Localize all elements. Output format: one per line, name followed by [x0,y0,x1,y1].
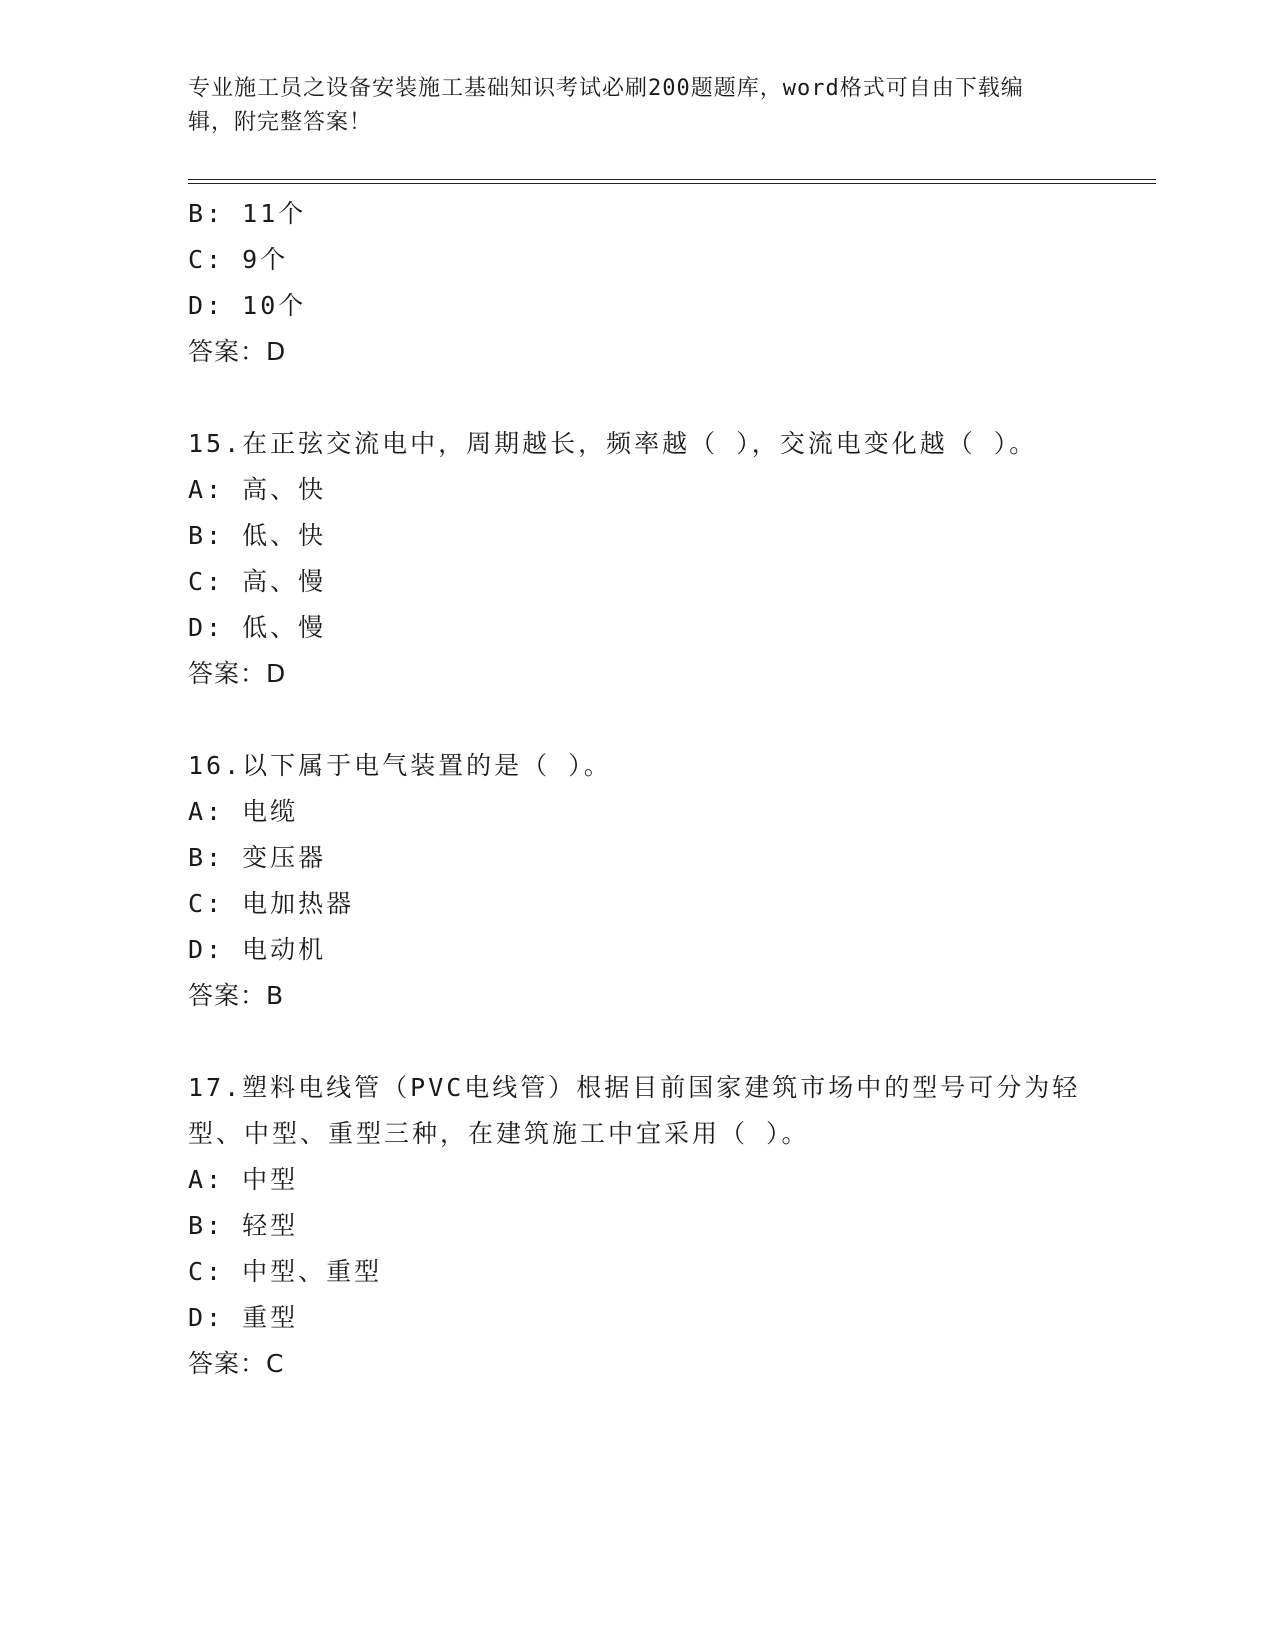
option-a: A: 高、快 [188,475,327,504]
option-a: A: 电缆 [188,797,299,826]
option-b: B: 轻型 [188,1211,299,1240]
option-c: C: 9个 [188,245,289,274]
option-c: C: 中型、重型 [188,1257,383,1286]
question-16 [188,743,1088,1019]
option-c: C: 高、慢 [188,567,327,596]
document-header-title: 专业施工员之设备安装施工基础知识考试必刷200题题库，word格式可自由下载编辑，附完整答案！ [188,76,1024,135]
spacer [188,375,1088,421]
question-17 [188,1065,1088,1387]
option-d: D: 低、慢 [188,613,327,642]
option-b: B: 低、快 [188,521,327,550]
question-text: 17.塑料电线管（PVC电线管）根据目前国家建筑市场中的型号可分为轻型、中型、重型三种，在建筑施工中宜采用（ ）。 [188,1073,1081,1148]
option-c: C: 电加热器 [188,889,355,918]
spacer [188,1019,1088,1065]
option-b: B: 变压器 [188,843,327,872]
spacer [188,697,1088,743]
option-d: D: 电动机 [188,935,327,964]
question-text: 16.以下属于电气装置的是（ ）。 [188,751,612,780]
answer-line: 答案：C [188,1349,285,1378]
option-d: D: 重型 [188,1303,299,1332]
answer-line: 答案：B [188,981,285,1010]
carryover-question [188,191,1088,375]
question-text: 15.在正弦交流电中，周期越长，频率越（ ），交流电变化越（ ）。 [188,429,1038,458]
option-b: B: 11个 [188,199,307,228]
question-list [188,191,1088,1387]
answer-line: 答案：D [188,337,287,366]
option-a: A: 中型 [188,1165,299,1194]
question-15 [188,421,1088,697]
option-d: D: 10个 [188,291,307,320]
header-divider-bottom [188,183,1156,184]
answer-line: 答案：D [188,659,287,688]
header-divider-top [188,179,1156,180]
